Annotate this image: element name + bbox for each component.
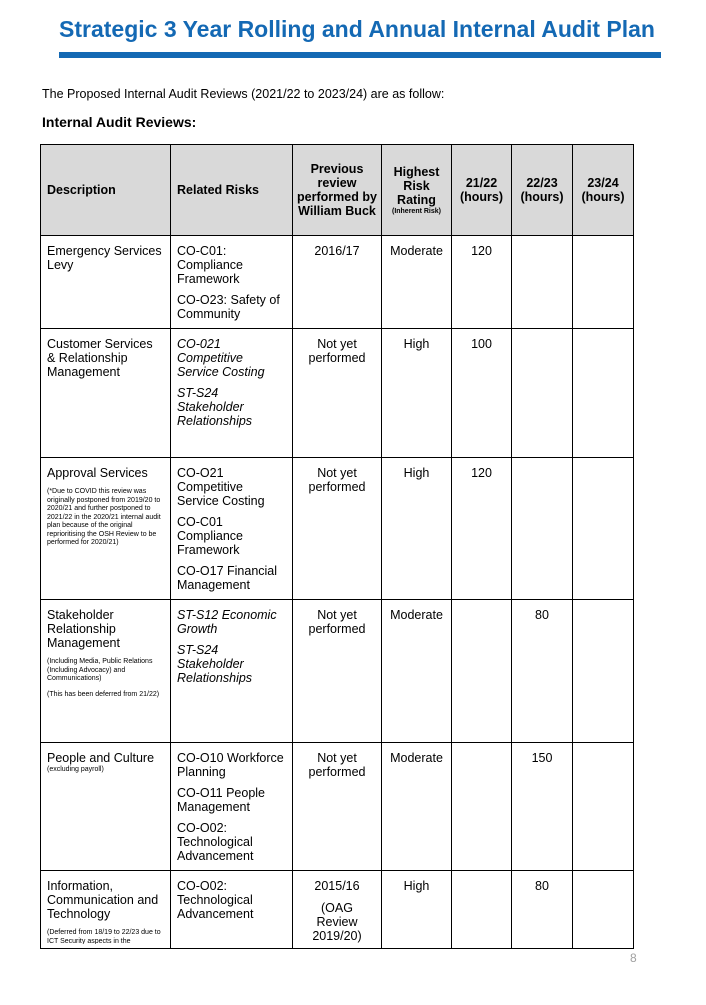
risk-item: CO-O02: Technological Advancement (177, 879, 254, 921)
row-2223-hours (512, 458, 573, 600)
row-description-text: Stakeholder Relationship Management (47, 608, 120, 650)
row-related-risks (171, 458, 293, 600)
row-previous-review-text: 2015/16 (314, 879, 360, 893)
row-description-note: (Including Media, Public Relations (Including Advocacy) and Communications) (47, 658, 153, 682)
row-2122-hours (452, 600, 512, 743)
row-previous-review (293, 871, 382, 949)
row-previous-review: Not yet performed (293, 600, 382, 743)
row-previous-review-note: (OAG Review 2019/20) (312, 901, 362, 943)
row-related-risks (171, 600, 293, 743)
row-2324-hours (573, 458, 634, 600)
risk-item: CO-021 Competitive Service Costing (177, 337, 265, 379)
row-risk-rating: High (382, 458, 452, 600)
col-2223-hours: 22/23 (hours) (512, 145, 573, 236)
col-description: Description (41, 145, 171, 236)
row-description-note: (excluding payroll) (47, 766, 104, 773)
row-2324-hours (573, 329, 634, 458)
col-related-risks: Related Risks (171, 145, 293, 236)
row-risk-rating: High (382, 329, 452, 458)
row-description-text: Emergency Services Levy (47, 244, 162, 272)
row-description (41, 600, 171, 743)
row-description-text: Customer Services & Relationship Management (47, 337, 153, 379)
col-risk-rating-note: (Inherent Risk) (391, 207, 441, 215)
row-related-risks (171, 743, 293, 871)
row-risk-rating: Moderate (382, 236, 452, 329)
row-2223-hours: 80 (512, 871, 573, 949)
risk-item: CO-C01 Compliance Framework (177, 515, 244, 557)
row-description (41, 458, 171, 600)
row-risk-rating: Moderate (382, 743, 452, 871)
risk-item: CO-O17 Financial Management (177, 564, 278, 592)
row-2223-hours (512, 236, 573, 329)
col-2122-hours: 21/22 (hours) (452, 145, 512, 236)
col-risk-rating (382, 145, 452, 236)
table-row (41, 458, 634, 600)
table-row (41, 329, 634, 458)
row-related-risks (171, 329, 293, 458)
row-2223-hours: 150 (512, 743, 573, 871)
risk-item: CO-O02: Technological Advancement (177, 821, 254, 863)
row-2122-hours (452, 871, 512, 949)
table-row (41, 600, 634, 743)
col-risk-rating-label: Highest Risk Rating (393, 164, 440, 207)
table-row (41, 871, 634, 949)
row-description-text: Information, Communication and Technology (47, 879, 159, 921)
row-description (41, 329, 171, 458)
risk-item: ST-S24 Stakeholder Relationships (177, 386, 253, 428)
audit-reviews-table (40, 144, 634, 949)
row-description-text: People and Culture (47, 751, 155, 765)
row-2122-hours: 120 (452, 236, 512, 329)
table-header-row (41, 145, 634, 236)
page-number: 8 (630, 951, 637, 965)
col-previous-review: Previous review performed by William Buck (293, 145, 382, 236)
row-2223-hours: 80 (512, 600, 573, 743)
row-description (41, 743, 171, 871)
row-related-risks (171, 236, 293, 329)
row-2324-hours (573, 871, 634, 949)
title-underline (59, 52, 661, 58)
risk-item: CO-O21 Competitive Service Costing (177, 466, 265, 508)
row-risk-rating: High (382, 871, 452, 949)
row-previous-review: Not yet performed (293, 743, 382, 871)
risk-item: CO-O10 Workforce Planning (177, 751, 284, 779)
row-description-note: (*Due to COVID this review was originally postponed from 2019/20 to 2020/21 and further postponed to 2021/22 in the 2020/21 internal audit plan because of the original reprioritising the OSH Review to be performed for 2020/21) (47, 488, 161, 546)
risk-item: ST-S24 Stakeholder Relationships (177, 643, 253, 685)
row-description (41, 871, 171, 949)
table-row (41, 236, 634, 329)
row-2122-hours (452, 743, 512, 871)
row-2122-hours: 100 (452, 329, 512, 458)
row-previous-review: Not yet performed (293, 458, 382, 600)
row-related-risks (171, 871, 293, 949)
risk-item: CO-O23: Safety of Community (177, 293, 280, 321)
intro-text: The Proposed Internal Audit Reviews (2021/22 to 2023/24) are as follow: (42, 87, 445, 101)
row-2223-hours (512, 329, 573, 458)
row-description-text: Approval Services (47, 466, 148, 480)
risk-item: CO-C01: Compliance Framework (177, 244, 244, 286)
row-2324-hours (573, 743, 634, 871)
row-2122-hours: 120 (452, 458, 512, 600)
row-2324-hours (573, 236, 634, 329)
row-risk-rating: Moderate (382, 600, 452, 743)
col-2324-hours: 23/24 (hours) (573, 145, 634, 236)
section-heading: Internal Audit Reviews: (42, 114, 197, 130)
row-2324-hours (573, 600, 634, 743)
table-row (41, 743, 634, 871)
page-title: Strategic 3 Year Rolling and Annual Internal Audit Plan (59, 16, 655, 42)
risk-item: ST-S12 Economic Growth (177, 608, 277, 636)
row-description-note: (Deferred from 18/19 to 22/23 due to ICT Security aspects in the (47, 929, 161, 944)
row-description-note-2: (This has been deferred from 21/22) (47, 690, 160, 698)
row-previous-review: Not yet performed (293, 329, 382, 458)
risk-item: CO-O11 People Management (177, 786, 266, 814)
row-previous-review: 2016/17 (293, 236, 382, 329)
row-description (41, 236, 171, 329)
